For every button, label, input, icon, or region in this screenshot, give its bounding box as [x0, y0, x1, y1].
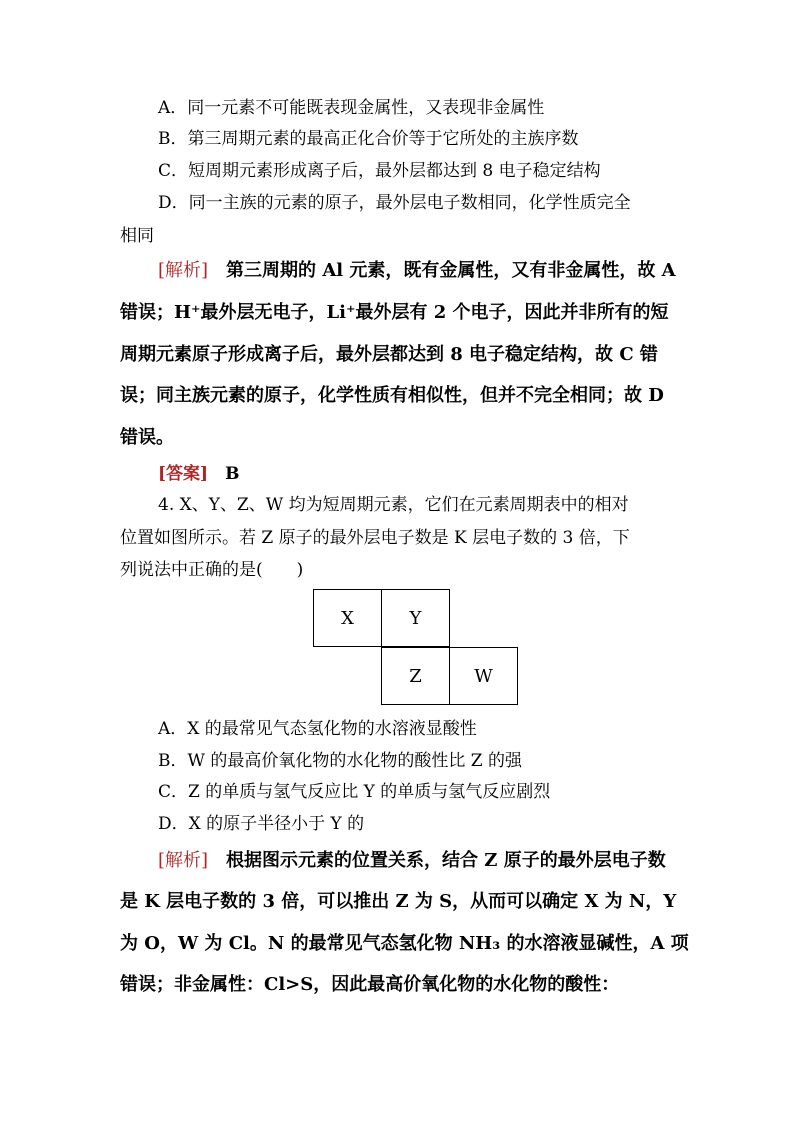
q4-analysis-line-3: 为 O，W 为 Cl。N 的最常见气态氢化物 NH₃ 的水溶液显碱性，A 项	[120, 933, 689, 954]
q3-option-d-continued: 相同	[120, 226, 154, 246]
periodic-table-fragment	[313, 589, 519, 706]
q4-analysis-line-1	[158, 850, 718, 872]
q4-analysis-line-2: 是 K 层电子数的 3 倍，可以推出 Z 为 S，从而可以确定 X 为 N，Y	[120, 891, 677, 912]
q3-option-c: C．短周期元素形成离子后，最外层都达到 8 电子稳定结构	[158, 161, 601, 181]
answer-tag: [答案]	[158, 464, 209, 484]
q3-option-d: D．同一主族的元素的原子，最外层电子数相同，化学性质完全	[158, 193, 631, 213]
analysis-tag: [解析]	[158, 260, 209, 281]
q3-option-b: B．第三周期元素的最高正化合价等于它所处的主族序数	[158, 129, 579, 149]
q3-analysis-line-5: 错误。	[120, 427, 174, 448]
q4-stem-line-2: 位置如图所示。若 Z 原子的最外层电子数是 K 层电子数的 3 倍，下	[120, 528, 630, 548]
q4-option-a: A．X 的最常见气态氢化物的水溶液显酸性	[158, 719, 477, 739]
q4-option-b: B．W 的最高价氧化物的水化物的酸性比 Z 的强	[158, 751, 522, 771]
q4-analysis-line-4: 错误；非金属性：Cl>S，因此最高价氧化物的水化物的酸性：	[120, 974, 620, 995]
q3-answer	[158, 463, 718, 485]
analysis-text: 根据图示元素的位置关系，结合 Z 原子的最外层电子数	[226, 850, 666, 871]
answer-value: B	[225, 464, 240, 484]
cell-x: X	[313, 589, 382, 647]
cell-w: W	[449, 647, 518, 705]
q3-option-a: A．同一元素不可能既表现金属性，又表现非金属性	[158, 98, 545, 118]
q4-stem-line-3: 列说法中正确的是( )	[120, 560, 304, 580]
q3-analysis-line-2: 错误；H⁺最外层无电子，Li⁺最外层有 2 个电子，因此并非所有的短	[120, 302, 669, 323]
q4-stem-line-1: 4. X、Y、Z、W 均为短周期元素，它们在元素周期表中的相对	[158, 495, 629, 515]
q3-analysis-line-3: 周期元素原子形成离子后，最外层都达到 8 电子稳定结构，故 C 错	[120, 344, 658, 365]
cell-y: Y	[381, 589, 450, 647]
analysis-text: 第三周期的 Al 元素，既有金属性，又有非金属性，故 A	[226, 260, 676, 281]
cell-z: Z	[381, 647, 450, 705]
q4-option-d: D．X 的原子半径小于 Y 的	[158, 814, 365, 834]
q4-option-c: C．Z 的单质与氢气反应比 Y 的单质与氢气反应剧烈	[158, 782, 551, 802]
q3-analysis-line-1	[158, 260, 718, 282]
q3-analysis-line-4: 误；同主族元素的原子，化学性质有相似性，但并不完全相同；故 D	[120, 385, 664, 406]
analysis-tag: [解析]	[158, 850, 209, 871]
